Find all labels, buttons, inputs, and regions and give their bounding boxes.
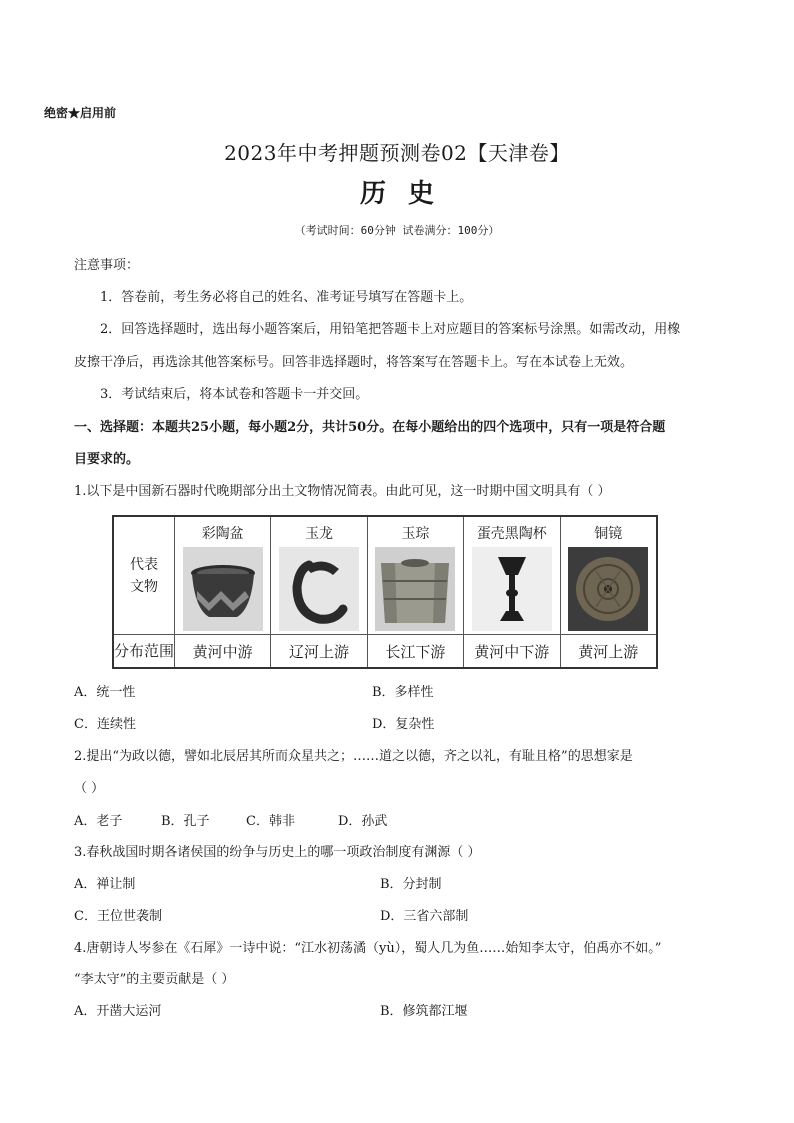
artifact-name: 玉龙 bbox=[305, 525, 334, 542]
exam-info: （考试时间：60分钟 试卷满分：100分） bbox=[294, 224, 500, 237]
q1-option-d: D．复杂性 bbox=[372, 717, 435, 732]
painted-pottery-basin-image bbox=[183, 547, 263, 631]
question-4-stem-line-1: 4.唐朝诗人岑参在《石犀》一诗中说：“江水初荡潏（yù），蜀人几为鱼……始知李太守，伯禹亦不如。” bbox=[74, 941, 662, 956]
question-2-stem-line-2: （ ） bbox=[74, 781, 105, 796]
region-cell: 黄河中游 bbox=[175, 635, 271, 669]
jade-cong-image bbox=[375, 547, 455, 631]
section-1-heading-line-2: 目要求的。 bbox=[74, 452, 140, 467]
subject-title: 历史 bbox=[359, 179, 456, 209]
region-cell: 黄河上游 bbox=[560, 635, 657, 669]
notice-item-2-line-1: 2．回答选择题时，选出每小题答案后，用铅笔把答题卡上对应题目的答案标号涂黑。如需改动，用橡 bbox=[100, 322, 681, 337]
q3-option-a: A．禅让制 bbox=[74, 877, 136, 892]
q4-option-b: B．修筑都江堰 bbox=[380, 1004, 468, 1019]
notice-item-1: 1．答卷前，考生务必将自己的姓名、准考证号填写在答题卡上。 bbox=[100, 290, 473, 305]
artifact-name: 蛋壳黑陶杯 bbox=[476, 525, 547, 542]
artifact-cell bbox=[175, 516, 271, 635]
region-cell: 长江下游 bbox=[367, 635, 463, 669]
q1-option-c: C．连续性 bbox=[74, 717, 136, 732]
q4-option-a: A．开凿大运河 bbox=[74, 1004, 162, 1019]
q2-option-b: B．孔子 bbox=[161, 814, 210, 829]
q3-option-b: B．分封制 bbox=[380, 877, 442, 892]
artifact-name: 铜镜 bbox=[594, 525, 623, 542]
q1-option-a: A．统一性 bbox=[74, 685, 136, 700]
row-label-artifacts-line-2: 文物 bbox=[130, 578, 158, 595]
q3-option-d: D．三省六部制 bbox=[380, 909, 469, 924]
question-3-stem: 3.春秋战国时期各诸侯国的纷争与历史上的哪一项政治制度有渊源（ ） bbox=[74, 845, 481, 860]
q3-option-c: C．王位世袭制 bbox=[74, 909, 162, 924]
relics-row-artifacts bbox=[113, 516, 657, 635]
artifact-name: 彩陶盆 bbox=[201, 525, 244, 542]
artifact-cell bbox=[560, 516, 657, 635]
question-2-stem-line-1: 2.提出“为政以德，譬如北辰居其所而众星共之；……道之以德，齐之以礼，有耻且格”的思想家是 bbox=[74, 749, 633, 764]
notice-item-2-line-2: 皮擦干净后，再选涂其他答案标号。回答非选择题时，将答案写在答题卡上。写在本试卷上无效。 bbox=[74, 355, 634, 370]
row-label-artifacts bbox=[113, 516, 175, 635]
artifact-cell bbox=[367, 516, 463, 635]
artifact-cell bbox=[464, 516, 560, 635]
confidential-label: 绝密★启用前 bbox=[44, 106, 117, 120]
q2-option-a: A．老子 bbox=[74, 814, 123, 829]
notice-heading: 注意事项： bbox=[74, 258, 140, 273]
notice-item-3: 3．考试结束后，将本试卷和答题卡一并交回。 bbox=[100, 387, 369, 402]
relics-row-regions bbox=[113, 635, 657, 669]
eggshell-black-pottery-cup-image bbox=[472, 547, 552, 631]
jade-dragon-image bbox=[279, 547, 359, 631]
relics-table bbox=[112, 515, 658, 669]
bronze-mirror-image bbox=[568, 547, 648, 631]
exam-title: 2023年中考押题预测卷02【天津卷】 bbox=[224, 141, 570, 165]
q1-option-b: B．多样性 bbox=[372, 685, 434, 700]
section-1-heading-line-1: 一、选择题：本题共25小题，每小题2分，共计50分。在每小题给出的四个选项中，只有一项是符合题 bbox=[74, 420, 666, 435]
region-cell: 黄河中下游 bbox=[464, 635, 560, 669]
row-label-region: 分布范围 bbox=[113, 635, 175, 669]
question-1-stem: 1.以下是中国新石器时代晚期部分出土文物情况简表。由此可见，这一时期中国文明具有（ ） bbox=[74, 484, 611, 499]
q2-option-c: C．韩非 bbox=[246, 814, 295, 829]
artifact-cell bbox=[271, 516, 367, 635]
row-label-artifacts-line-1: 代表 bbox=[130, 556, 158, 573]
q2-option-d: D．孙武 bbox=[338, 814, 388, 829]
artifact-name: 玉琮 bbox=[401, 525, 430, 542]
question-4-stem-line-2: “李太守”的主要贡献是（ ） bbox=[74, 972, 235, 987]
region-cell: 辽河上游 bbox=[271, 635, 367, 669]
